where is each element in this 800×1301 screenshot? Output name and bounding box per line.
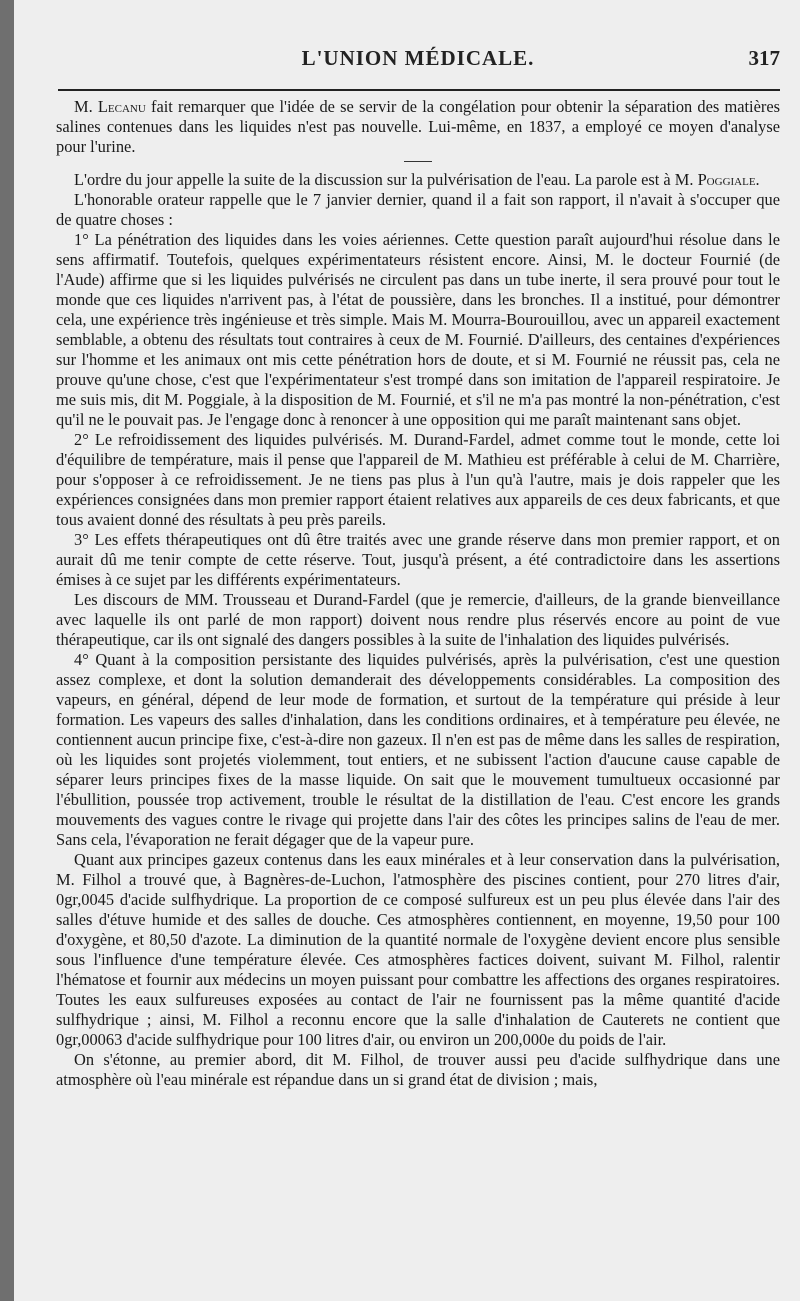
page-number: 317: [748, 46, 780, 70]
speaker-name: M. Lecanu: [74, 97, 146, 116]
paragraph-filhol: On s'étonne, au premier abord, dit M. Filhol, de trouver aussi peu d'acide sulfhydrique dans une atmosphère où l'eau minérale est répandue dans un si grand état de division ; mais,: [56, 1050, 780, 1089]
section-divider: [404, 161, 432, 162]
paragraph-point-3: 3° Les effets thérapeutiques ont dû être traités avec une grande réserve dans mon premier rapport, et on aurait dû me tenir compte de cette réserve. Tout, jusqu'à présent, a été contradictoire dans les assertions émises à ce sujet par les différents expérimentateurs.: [56, 530, 780, 589]
speaker-name: M. Poggiale.: [674, 170, 760, 189]
header-rule: [58, 89, 780, 91]
page-header: [56, 46, 780, 82]
paragraph-intro: L'honorable orateur rappelle que le 7 janvier dernier, quand il a fait son rapport, il n'avait à s'occuper que de quatre choses :: [56, 190, 780, 229]
document-page: [14, 0, 800, 1301]
paragraph-discours: Les discours de MM. Trousseau et Durand-Fardel (que je remercie, d'ailleurs, de la grande bienveillance avec laquelle ils ont parlé de mon rapport) doivent nous rendre plus réservés encore au point de vue thérapeutique, car ils ont signalé des dangers possibles à la suite de l'inhalation des liquides pulvérisés.: [56, 590, 780, 649]
paragraph-lecanu: M. Lecanu fait remarquer que l'idée de se servir de la congélation pour obtenir la séparation des matières salines contenues dans les liquides n'est pas nouvelle. Lui-même, en 1837, a employé ce moyen d'analyse pour l'urine.: [56, 97, 780, 156]
article-body: [56, 97, 780, 1090]
paragraph-point-1: 1° La pénétration des liquides dans les voies aériennes. Cette question paraît aujourd'hui résolue dans le sens affirmatif. Toutefois, quelques expérimentateurs résistent encore. Ainsi, M. le docteur Fournié (de l'Aude) affirme que si les liquides pulvérisés ne circulent pas dans un tube inerte, il sera prouvé pour tout le monde que ces liquides n'arrivent pas, à l'état de poussière, dans les bronches. Il a institué, pour démontrer cela, une expérience très ingénieuse et très simple. Mais M. Mourra-Bourouillou, avec un appareil exactement semblable, a obtenu des résultats tout contraires à ceux de M. Fournié. D'ailleurs, des centaines d'expériences sur l'homme et les animaux ont mis cette pénétration hors de doute, et si M. Fournié ne réussit pas, cela ne prouve qu'une chose, c'est que l'expérimentateur s'est trompé dans son imitation de l'appareil respiratoire. Je me suis mis, dit M. Poggiale, à la disposition de M. Fournié, et s'il ne m'a pas montré la non-pénétration, c'est qu'il ne le pouvait pas. Je l'engage donc à renoncer à une opposition qui me paraît maintenant sans objet.: [56, 230, 780, 429]
paragraph-gazeux: Quant aux principes gazeux contenus dans les eaux minérales et à leur conservation dans la pulvérisation, M. Filhol a trouvé que, à Bagnères-de-Luchon, l'atmosphère des piscines contient, pour 270 litres d'air, 0gr,0045 d'acide sulfhydrique. La proportion de ce composé sulfureux est un peu plus élevée dans l'air des salles d'étuve humide et des salles de douche. Ces atmosphères contiennent, en moyenne, 19,50 pour 100 d'oxygène, et 80,50 d'azote. La diminution de la quantité normale de l'oxygène devient encore plus sensible sous l'influence d'une température élevée. Ces atmosphères factices doivent, suivant M. Filhol, ralentir l'hématose et fournir aux médecins un moyen puissant pour combattre les affections des organes respiratoires. Toutes les eaux sulfureuses exposées au contact de l'air ne fournissent pas la même quantité d'acide sulfhydrique ; ainsi, M. Filhol a reconnu encore que la salle d'inhalation de Cauterets ne contient que 0gr,00063 d'acide sulfhydrique pour 100 litres d'air, ou environ un 200,000e du poids de l'air.: [56, 850, 780, 1049]
journal-title: L'UNION MÉDICALE.: [301, 46, 535, 70]
paragraph-order-of-day: L'ordre du jour appelle la suite de la discussion sur la pulvérisation de l'eau. La parole est à M. Poggiale.: [74, 170, 760, 189]
paragraph-point-4: 4° Quant à la composition persistante des liquides pulvérisés, après la pulvérisation, c'est une question assez complexe, et dont la solution demanderait des développements considérables. La composition des vapeurs, en général, dépend de leur mode de formation, et surtout de la température qui préside à leur formation. Les vapeurs des salles d'inhalation, dans les conditions ordinaires, et à température peu élevée, ne contiennent aucun principe fixe, c'est-à-dire non gazeux. Il n'en est pas de même dans les salles de respiration, où les liquides sont projetés violemment, tout entiers, et ne subissent l'action d'aucune cause capable de séparer leurs principes fixes de la masse liquide. On sait que le mouvement tumultueux occasionné par l'ébullition, poussée trop activement, trouble le résultat de la distillation de l'eau. C'est encore les grands mouvements des vagues contre le rivage qui projette dans l'air des côtes les principes salins de l'eau de mer. Sans cela, l'évaporation ne ferait dégager que de la vapeur pure.: [56, 650, 780, 849]
paragraph-point-2: 2° Le refroidissement des liquides pulvérisés. M. Durand-Fardel, admet comme tout le monde, cette loi d'équilibre de température, mais il pense que l'appareil de M. Mathieu est préférable à celui de M. Charrière, pour s'opposer à ce refroidissement. Je ne tiens pas plus à l'un qu'à l'autre, mais je dois rappeler que les expériences consignées dans mon premier rapport étaient relatives aux appareils de ces deux fabricants, et que tous avaient donné des résultats à peu près pareils.: [56, 430, 780, 529]
